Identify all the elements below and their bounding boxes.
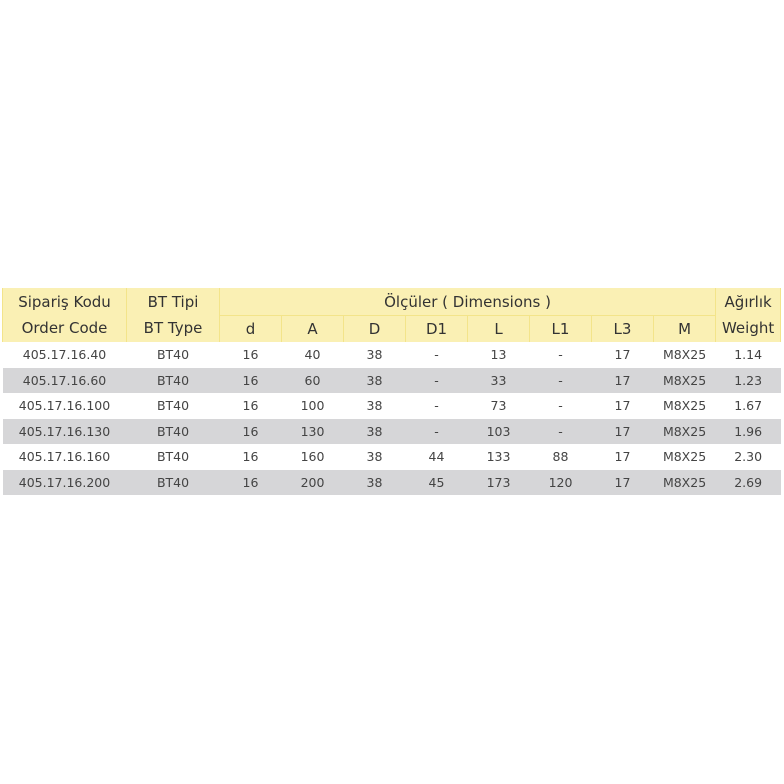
table-row — [3, 342, 781, 368]
bt-type-label-tr: BT Tipi — [147, 293, 199, 311]
cell-d-outer: 38 — [344, 368, 406, 394]
cell-order-code: 405.17.16.200 — [3, 470, 127, 496]
cell-d1: 45 — [406, 470, 468, 496]
order-code-label-en: Order Code — [21, 319, 108, 337]
cell-l3: 17 — [592, 470, 654, 496]
cell-order-code: 405.17.16.40 — [3, 342, 127, 368]
bt-type-label-en: BT Type — [143, 319, 203, 337]
cell-l: 13 — [468, 342, 530, 368]
cell-bt-type: BT40 — [127, 444, 220, 470]
cell-a: 40 — [282, 342, 344, 368]
table-row — [3, 470, 781, 496]
cell-l3: 17 — [592, 444, 654, 470]
cell-l3: 17 — [592, 419, 654, 445]
cell-l1: - — [530, 368, 592, 394]
cell-l3: 17 — [592, 368, 654, 394]
cell-d-outer: 38 — [344, 444, 406, 470]
order-code-header — [3, 288, 127, 342]
cell-l: 173 — [468, 470, 530, 496]
table-body — [3, 342, 781, 495]
cell-weight: 1.96 — [716, 419, 781, 445]
cell-l1: - — [530, 419, 592, 445]
cell-bt-type: BT40 — [127, 419, 220, 445]
cell-a: 60 — [282, 368, 344, 394]
weight-header — [716, 288, 781, 342]
cell-d-outer: 38 — [344, 393, 406, 419]
cell-m: M8X25 — [654, 470, 716, 496]
table-row — [3, 393, 781, 419]
cell-d: 16 — [220, 393, 282, 419]
cell-l: 73 — [468, 393, 530, 419]
cell-order-code: 405.17.16.60 — [3, 368, 127, 394]
dim-header-m: M — [654, 316, 716, 343]
header-row-top — [3, 288, 781, 316]
table-row — [3, 444, 781, 470]
dim-header-d: d — [220, 316, 282, 343]
cell-d-outer: 38 — [344, 342, 406, 368]
weight-label-tr: Ağırlık — [724, 293, 772, 311]
cell-d1: - — [406, 368, 468, 394]
cell-d-outer: 38 — [344, 419, 406, 445]
cell-l3: 17 — [592, 393, 654, 419]
cell-bt-type: BT40 — [127, 368, 220, 394]
cell-d: 16 — [220, 368, 282, 394]
cell-d: 16 — [220, 470, 282, 496]
cell-d: 16 — [220, 419, 282, 445]
table-row — [3, 419, 781, 445]
cell-weight: 2.30 — [716, 444, 781, 470]
cell-weight: 2.69 — [716, 470, 781, 496]
product-spec-table — [2, 288, 781, 495]
cell-l: 133 — [468, 444, 530, 470]
cell-d: 16 — [220, 444, 282, 470]
table-row — [3, 368, 781, 394]
weight-label-en: Weight — [721, 319, 775, 337]
dim-header-a: A — [282, 316, 344, 343]
cell-l3: 17 — [592, 342, 654, 368]
cell-a: 160 — [282, 444, 344, 470]
cell-l1: - — [530, 393, 592, 419]
dim-header-d1: D1 — [406, 316, 468, 343]
cell-l1: 88 — [530, 444, 592, 470]
cell-l1: - — [530, 342, 592, 368]
cell-weight: 1.14 — [716, 342, 781, 368]
cell-d: 16 — [220, 342, 282, 368]
dimensions-header: Ölçüler ( Dimensions ) — [220, 288, 716, 316]
cell-m: M8X25 — [654, 419, 716, 445]
cell-bt-type: BT40 — [127, 393, 220, 419]
cell-weight: 1.67 — [716, 393, 781, 419]
table-header — [3, 288, 781, 342]
cell-m: M8X25 — [654, 342, 716, 368]
cell-weight: 1.23 — [716, 368, 781, 394]
dim-header-l1: L1 — [530, 316, 592, 343]
cell-l: 103 — [468, 419, 530, 445]
cell-a: 200 — [282, 470, 344, 496]
cell-m: M8X25 — [654, 444, 716, 470]
cell-bt-type: BT40 — [127, 470, 220, 496]
cell-a: 100 — [282, 393, 344, 419]
cell-d1: 44 — [406, 444, 468, 470]
cell-l: 33 — [468, 368, 530, 394]
cell-l1: 120 — [530, 470, 592, 496]
dim-header-l: L — [468, 316, 530, 343]
cell-d1: - — [406, 342, 468, 368]
cell-a: 130 — [282, 419, 344, 445]
cell-order-code: 405.17.16.100 — [3, 393, 127, 419]
cell-order-code: 405.17.16.160 — [3, 444, 127, 470]
cell-m: M8X25 — [654, 368, 716, 394]
bt-type-header — [127, 288, 220, 342]
order-code-label-tr: Sipariş Kodu — [18, 293, 111, 311]
cell-m: M8X25 — [654, 393, 716, 419]
cell-d1: - — [406, 393, 468, 419]
cell-d-outer: 38 — [344, 470, 406, 496]
dim-header-l3: L3 — [592, 316, 654, 343]
cell-order-code: 405.17.16.130 — [3, 419, 127, 445]
dim-header-d-outer: D — [344, 316, 406, 343]
cell-bt-type: BT40 — [127, 342, 220, 368]
cell-d1: - — [406, 419, 468, 445]
